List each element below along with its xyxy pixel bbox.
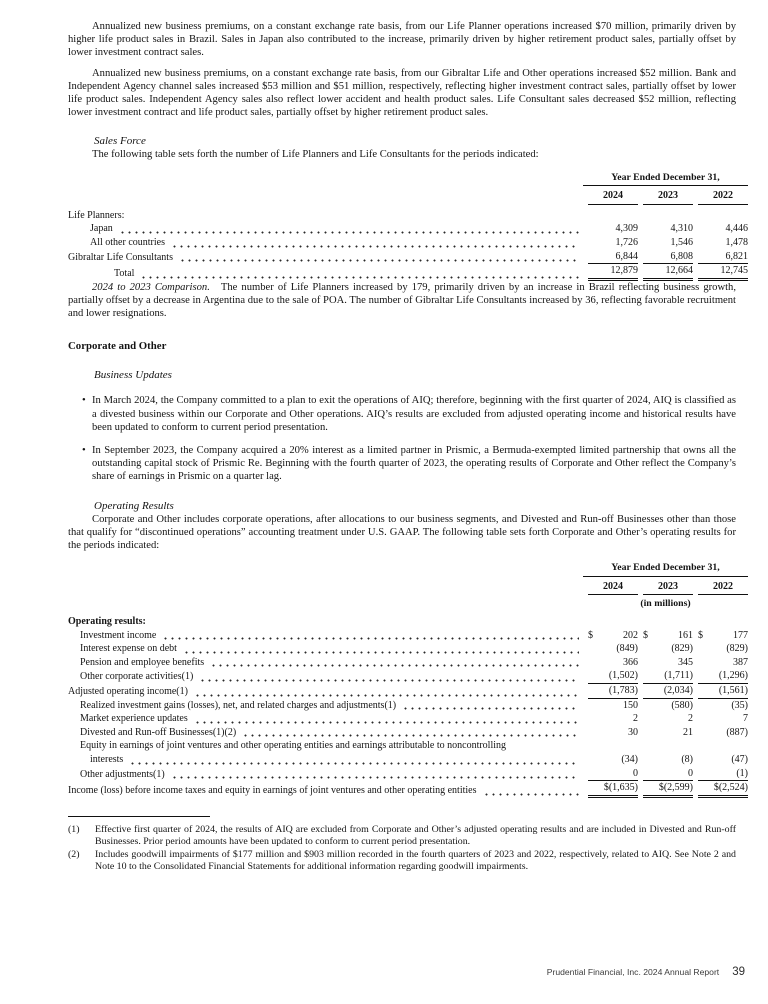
bullet-icon: •: [82, 395, 86, 407]
footnote: (1) Effective first quarter of 2024, the results of AIQ are excluded from Corporate and Other’s adjusted operating results and are included in Divested and Run-off Businesses. Prior period amounts have been updated to conform to current period presentation.: [68, 823, 736, 848]
heading-corporate-and-other: Corporate and Other: [68, 340, 167, 353]
table-cell: 6,808: [643, 250, 693, 265]
table-row: Equity in earnings of joint ventures and other operating entities and earnings attributable to noncontrolling: [80, 740, 507, 752]
dot-leader: [242, 734, 579, 737]
table-cell: 4,310: [670, 223, 693, 235]
business-updates-list: [82, 394, 736, 483]
table-cell: (829): [671, 643, 693, 655]
report-title: Prudential Financial, Inc. 2024 Annual Report: [546, 967, 720, 977]
table-cell: $(1,635): [588, 781, 638, 798]
table-cell: $ 177: [698, 629, 748, 641]
table-cell: 387: [733, 656, 748, 668]
table-cell: (8): [681, 753, 693, 765]
list-item: • In September 2023, the Company acquired a 20% interest as a limited partner in Prismic, a Bermuda-exempted limited partnership that owns all the outstanding capital stock of Prismic Re. Beginning with the fourth quarter of 2023, the operating results of Corporate and Other reflect the Company’s share of earnings in Prismic on a quarter lag.: [82, 445, 736, 483]
table-cell: (47): [731, 753, 748, 765]
table-year-header-row: [68, 561, 748, 577]
table-years-row: [68, 580, 748, 596]
table-cell: 12,664: [643, 264, 693, 281]
operating-results-table: [68, 561, 748, 798]
table-row: Divested and Run-off Businesses(1)(2) 30 21 (887): [80, 726, 748, 738]
footnote-divider: [68, 816, 210, 817]
table-cell: 4,309: [615, 223, 638, 235]
table-row-total: Total 12,879 12,664 12,745: [114, 265, 748, 280]
table-cell: (35): [731, 699, 748, 711]
table-row: Japan 4,309 4,310 4,446: [90, 223, 748, 235]
table-cell: 7: [743, 713, 748, 725]
paragraph-life-planner: Annualized new business premiums, on a constant exchange rate basis, from our Life Planner operations increased $70 million, primarily driven by higher life product sales in Brazil. Sales in Japan also contributed to the increase, primarily driven by higher retirement product sales, partially offset by lower investment contract sales.: [68, 21, 736, 59]
paragraph-gibraltar: Annualized new business premiums, on a constant exchange rate basis, from our Gibraltar Life and Other operations increased $52 million. Bank and Independent Agency channel sales increased $53 million and $51 million, respectively, reflecting higher investment contract sales, partially offset by lower life product sales. Independent Agency sales also reflect lower accident and health product sales. Life Consultant sales decreased $52 million, reflecting lower investment contract and life product sales, partially offset by higher retirement product sales.: [68, 67, 736, 119]
table-year-header-row: [68, 171, 748, 187]
year-column-header: 2023: [643, 580, 693, 596]
table-row: Market experience updates 2 2 7: [80, 713, 748, 725]
dot-leader: [129, 762, 579, 765]
sales-force-table: [68, 171, 748, 281]
table-row: Interest expense on debt (849) (829) (829): [80, 643, 748, 655]
dot-leader: [179, 259, 579, 262]
table-cell: 4,446: [725, 223, 748, 235]
table-cell: 1,546: [670, 237, 693, 248]
table-cell: 2: [633, 713, 638, 725]
table-years-row: [68, 189, 748, 205]
table-cell: (887): [726, 726, 748, 738]
table-row: All other countries 1,726 1,546 1,478: [90, 237, 748, 248]
table-cell: $ 202: [588, 629, 638, 641]
table-row: Pension and employee benefits 366 345 387: [80, 656, 748, 668]
table-row: Life Planners:: [68, 209, 125, 221]
dot-leader: [210, 664, 579, 667]
heading-operating-results: Operating Results: [94, 499, 174, 512]
dot-leader: [194, 694, 579, 697]
comparison-lead: 2024 to 2023 Comparison.: [92, 281, 210, 293]
table-cell: (1,711): [643, 669, 693, 684]
table-row: Other corporate activities(1) (1,502) (1,711) (1,296): [80, 670, 748, 683]
comparison-paragraph: 2024 to 2023 Comparison. The number of Life Planners increased by 179, primarily driven by an increase in Brazil reflecting business growth, partially offset by a decrease in Argentina due to the sale of POA. The number of Gibraltar Life Consultants increased by 36, reflecting favorable recruitment and lower resignations.: [68, 281, 736, 320]
table-cell: (1,561): [698, 684, 748, 699]
table-row: Realized investment gains (losses), net, and related charges and adjustments(1) 150 (580) (35): [80, 699, 748, 711]
list-item: • In March 2024, the Company committed to a plan to exit the operations of AIQ; therefore, beginning with the first quarter of 2024, AIQ is classified as a divested business within our Corporate and Other operations. AIQ’s results are excluded from adjusted operating income and historical results have been updated to conform to current period presentation.: [82, 395, 736, 433]
dot-leader: [483, 793, 580, 796]
table-cell: 12,879: [588, 264, 638, 281]
table-row: interests (34) (8) (47): [90, 753, 748, 765]
table-row: Other adjustments(1) 0 0 (1): [80, 767, 748, 780]
table-cell: (849): [616, 643, 638, 655]
year-column-header: 2022: [698, 189, 748, 205]
dot-leader: [119, 231, 579, 234]
dot-leader: [402, 707, 579, 710]
table-cell: 30: [628, 726, 638, 738]
table-row-total: Income (loss) before income taxes and equity in earnings of joint ventures and other operating entities $(1,635) $(2,599) $(2,524): [68, 782, 748, 797]
table-cell: 150: [623, 699, 638, 711]
year-column-header: 2022: [698, 580, 748, 596]
page-number: 39: [732, 966, 745, 978]
table-cell: (1,502): [588, 669, 638, 684]
table-cell: (1): [698, 767, 748, 782]
table-cell: 6,844: [588, 250, 638, 265]
table-cell: (829): [726, 643, 748, 655]
dot-leader: [171, 245, 579, 248]
table-cell: 21: [683, 726, 693, 738]
table-cell: (1,783): [588, 684, 638, 699]
table-cell: 2: [688, 713, 693, 725]
table-row: Adjusted operating income(1) (1,783) (2,034) (1,561): [68, 684, 748, 697]
footnotes-section: [68, 816, 736, 874]
table-row: Investment income $ 202 $ 161 $ 177: [80, 629, 748, 641]
dot-leader: [140, 276, 579, 279]
year-column-header: 2024: [588, 189, 638, 205]
table-cell: 366: [623, 656, 638, 668]
table-cell: 1,726: [615, 237, 638, 248]
table-units-row: [68, 597, 748, 611]
table-cell: (580): [671, 699, 693, 711]
dot-leader: [199, 679, 579, 682]
table-cell: 0: [643, 767, 693, 782]
bullet-icon: •: [82, 445, 86, 456]
year-column-header: 2023: [643, 189, 693, 205]
dot-leader: [162, 637, 579, 640]
year-ended-header: Year Ended December 31,: [583, 171, 748, 187]
table-cell: $ 161: [643, 629, 693, 641]
heading-sales-force: Sales Force: [94, 135, 146, 148]
page-footer: [547, 966, 745, 978]
heading-business-updates: Business Updates: [94, 369, 172, 382]
table-row: Gibraltar Life Consultants 6,844 6,808 6,821: [68, 250, 748, 263]
dot-leader: [183, 651, 579, 654]
table-cell: $(2,599): [643, 781, 693, 798]
table-cell: 0: [588, 767, 638, 782]
table-cell: 12,745: [698, 264, 748, 281]
table-cell: $(2,524): [698, 781, 748, 798]
table-cell: (34): [621, 753, 638, 765]
year-ended-header: Year Ended December 31,: [583, 561, 748, 577]
table-cell: (1,296): [698, 669, 748, 684]
table-cell: (2,034): [643, 684, 693, 699]
table-cell: 345: [678, 656, 693, 668]
footnote: (2) Includes goodwill impairments of $177 million and $903 million recorded in the fourth quarters of 2023 and 2022, respectively, related to AIQ. See Note 2 and Note 10 to the Consolidated Financial Statements for additional information regarding goodwill impairments.: [68, 848, 736, 872]
sales-force-intro: The following table sets forth the number of Life Planners and Life Consultants for the periods indicated:: [92, 149, 539, 161]
dot-leader: [171, 776, 579, 779]
table-section-row: Operating results:: [68, 616, 146, 627]
table-cell: 1,478: [725, 237, 748, 248]
operating-results-intro: Corporate and Other includes corporate operations, after allocations to our business segments, and Divested and Run-off Businesses other than those that qualify for “discontinued operations” accounting treatment under U.S. GAAP. The following table sets forth Corporate and Other’s operating results for the periods indicated:: [68, 513, 736, 552]
dot-leader: [194, 721, 579, 724]
table-cell: 6,821: [698, 250, 748, 265]
year-column-header: 2024: [588, 580, 638, 596]
units-label: (in millions): [640, 598, 691, 610]
